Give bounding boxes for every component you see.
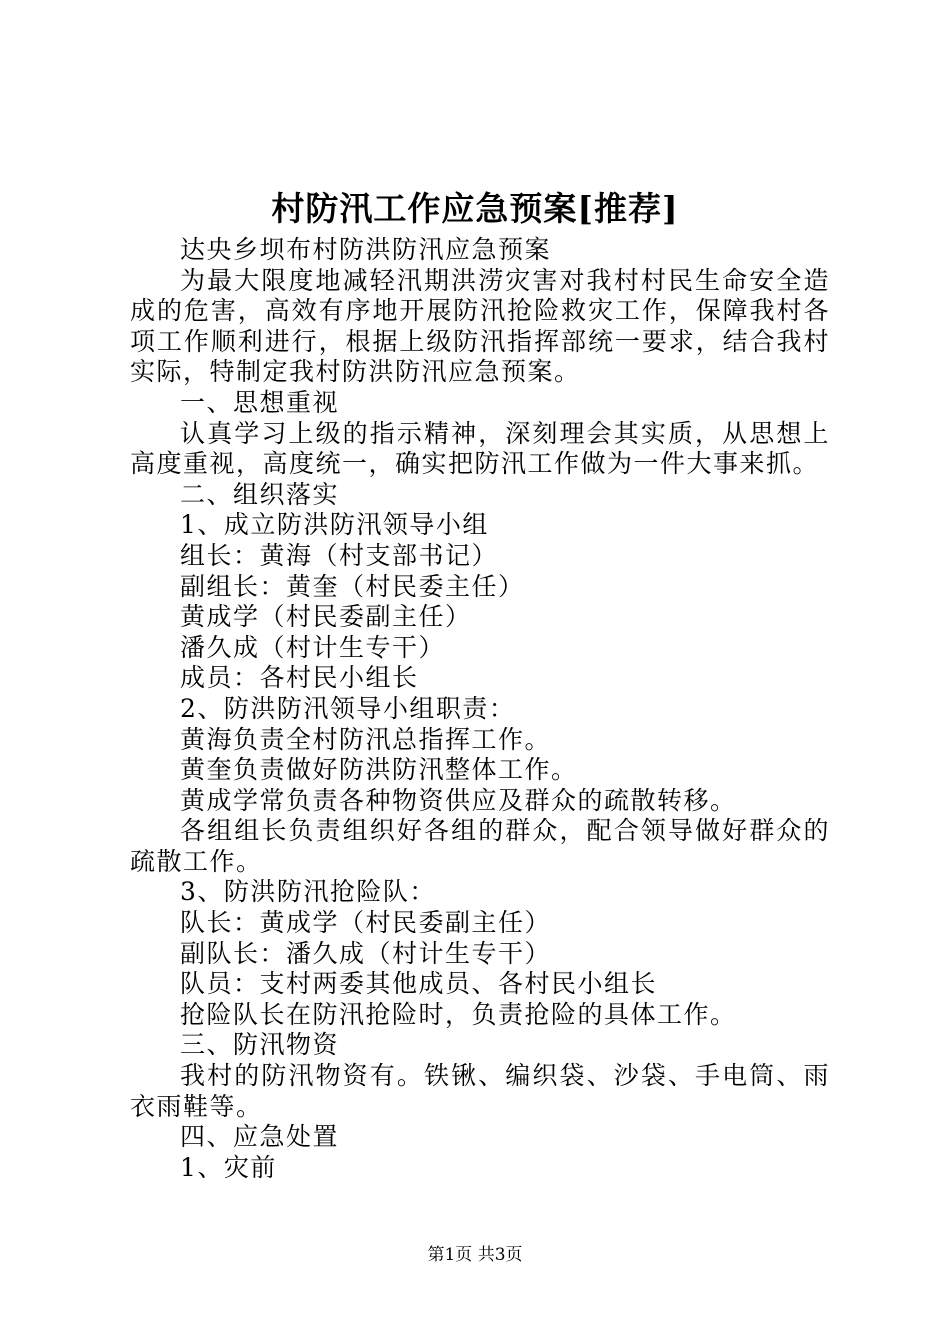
team-line: 队员：支村两委其他成员、各村民小组长 [180, 969, 658, 999]
team-line: 抢险队长在防汛抢险时，负责抢险的具体工作。 [180, 999, 737, 1029]
duty-line: 黄成学常负责各种物资供应及群众的疏散转移。 [180, 785, 737, 815]
document-body [130, 235, 830, 1183]
section-heading-1: 一、思想重视 [180, 387, 340, 417]
intro-heading: 达央乡坝布村防洪防汛应急预案 [180, 235, 552, 264]
member-line: 成员：各村民小组长 [180, 663, 419, 693]
subsection-heading: 3、防洪防汛抢险队： [180, 877, 436, 907]
duty-line: 黄奎负责做好防洪防汛整体工作。 [180, 755, 578, 785]
duty-line: 黄海负责全村防汛总指挥工作。 [180, 724, 552, 754]
document-title: 村防汛工作应急预案[推荐] [271, 189, 679, 228]
member-line: 组长：黄海（村支部书记） [180, 540, 499, 570]
section-heading-2: 二、组织落实 [180, 479, 340, 509]
subsection-heading: 1、成立防洪防汛领导小组 [180, 510, 489, 540]
purpose-paragraph: 为最大限度地减轻汛期洪涝灾害对我村村民生命安全造成的危害，高效有序地开展防汛抢险救灾工作，保障我村各项工作顺利进行，根据上级防汛指挥部统一要求，结合我村实际，特制定我村防洪防汛应急预案。 [130, 265, 830, 387]
subsection-heading: 1、灾前 [180, 1152, 277, 1182]
team-line: 副队长：潘久成（村计生专干） [180, 938, 552, 968]
section-heading-4: 四、应急处置 [180, 1122, 340, 1152]
supplies-paragraph: 我村的防汛物资有。铁锹、编织袋、沙袋、手电筒、雨衣雨鞋等。 [130, 1061, 830, 1121]
section-heading-3: 三、防汛物资 [180, 1030, 340, 1060]
member-line: 副组长：黄奎（村民委主任） [180, 571, 525, 601]
duty-line: 各组组长负责组织好各组的群众，配合领导做好群众的疏散工作。 [130, 816, 830, 876]
team-line: 队长：黄成学（村民委副主任） [180, 908, 552, 938]
page-indicator: 第1页 共3页 [427, 1245, 523, 1265]
section-1-paragraph: 认真学习上级的指示精神，深刻理会其实质，从思想上高度重视，高度统一，确实把防汛工作做为一件大事来抓。 [130, 418, 830, 479]
subsection-heading: 2、防洪防汛领导小组职责： [180, 693, 516, 723]
member-line: 黄成学（村民委副主任） [180, 602, 472, 632]
member-line: 潘久成（村计生专干） [180, 632, 446, 662]
